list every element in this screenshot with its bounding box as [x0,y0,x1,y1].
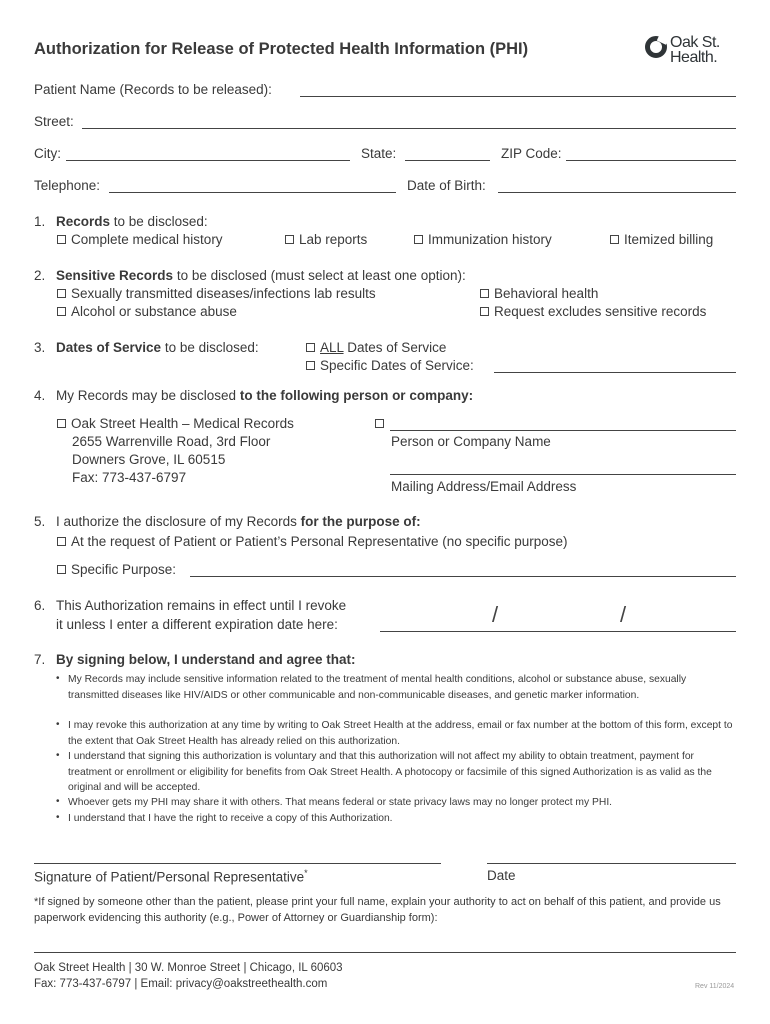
checkbox-lab-reports[interactable]: Lab reports [285,232,367,247]
zip-label: ZIP Code: [501,146,562,161]
checkbox-behavioral-health[interactable]: Behavioral health [480,286,598,301]
date-slash-2: / [620,602,627,627]
checkbox-other-recipient[interactable] [375,416,389,431]
bullet-icon: • [56,719,60,730]
address-line-2: Downers Grove, IL 60515 [72,452,226,467]
bullet-icon: • [56,796,60,807]
checkbox-icon[interactable] [610,235,619,244]
checkbox-complete-medical-history[interactable]: Complete medical history [57,232,223,247]
logo-line-1: Oak St. [670,34,720,51]
checkbox-icon[interactable] [57,537,66,546]
logo-ring-icon [645,36,667,58]
footer-address: Oak Street Health | 30 W. Monroe Street | Chicago, IL 60603 [34,962,343,974]
section-6-number: 6. [34,598,46,613]
checkbox-all-dates[interactable]: ALL Dates of Service [306,340,446,355]
bullet-icon: • [56,812,60,823]
mailing-address-field[interactable] [390,474,736,475]
section-4-number: 4. [34,388,46,403]
checkbox-icon[interactable] [480,289,489,298]
checkbox-patient-request[interactable]: At the request of Patient or Patient’s Personal Representative (no specific purpose) [57,534,568,549]
page-title: Authorization for Release of Protected Health Information (PHI) [34,40,529,58]
person-company-label: Person or Company Name [391,434,551,449]
checkbox-specific-dates[interactable]: Specific Dates of Service: [306,358,474,373]
section-7-heading: By signing below, I understand and agree that: [56,652,356,667]
checkbox-icon[interactable] [375,419,384,428]
checkbox-icon[interactable] [306,361,315,370]
section-6-line-2: it unless I enter a different expiration date here: [56,617,338,632]
agreement-item: I understand that I have the right to receive a copy of this Authorization. [68,813,393,824]
checkbox-icon[interactable] [285,235,294,244]
address-line-1: 2655 Warrenville Road, 3rd Floor [72,434,271,449]
logo-line-2: Health. [670,49,718,66]
section-4-heading: My Records may be disclosed to the following person or company: [56,388,474,403]
dob-label: Date of Birth: [407,178,486,193]
checkbox-icon[interactable] [57,289,66,298]
address-fax: Fax: 773-437-6797 [72,470,187,485]
section-6-line-1: This Authorization remains in effect until I revoke [56,598,347,613]
checkbox-excludes-sensitive[interactable]: Request excludes sensitive records [480,304,706,319]
section-1-number: 1. [34,214,46,229]
section-2-heading: Sensitive Records to be disclosed (must select at least one option): [56,268,466,283]
street-label: Street: [34,114,74,129]
footer-contact: Fax: 773-437-6797 | Email: privacy@oakstreethealth.com [34,978,328,990]
bullet-icon: • [56,750,60,761]
section-2-number: 2. [34,268,46,283]
patient-name-label: Patient Name (Records to be released): [34,82,272,97]
checkbox-itemized-billing[interactable]: Itemized billing [610,232,713,247]
oak-street-health-logo [645,34,741,68]
street-field[interactable] [82,128,736,129]
dob-field[interactable] [498,192,736,193]
checkbox-alcohol-substance-abuse[interactable]: Alcohol or substance abuse [57,304,237,319]
checkbox-std-lab-results[interactable]: Sexually transmitted diseases/infections lab results [57,286,376,301]
telephone-field[interactable] [109,192,396,193]
city-label: City: [34,146,61,161]
telephone-label: Telephone: [34,178,101,193]
section-7-number: 7. [34,652,46,667]
zip-field[interactable] [566,160,736,161]
specific-purpose-field[interactable] [190,576,736,577]
mailing-address-label: Mailing Address/Email Address [391,479,577,494]
section-1-heading: Records to be disclosed: [56,214,208,229]
section-5-number: 5. [34,514,46,529]
checkbox-icon[interactable] [306,343,315,352]
agreement-item: I understand that signing this authorization is voluntary and that this authorization will not affect my ability to obtain treatment, payment for treatment or enrollment or eligibility for benefits from Oak Street Health. A photocopy or facsimile of this signed Authorization is as valid as the original and will be accepted. [68,751,712,793]
bullet-icon: • [56,673,60,684]
expiration-date-field[interactable] [380,631,736,632]
signature-date-field[interactable] [487,863,736,864]
city-field[interactable] [66,160,350,161]
representative-note: *If signed by someone other than the patient, please print your full name, explain your authority to act on behalf of this patient, and provide us paperwork evidencing this authority (e.g., Power of Attorney or Guardianship form): [34,896,721,924]
checkbox-icon[interactable] [57,307,66,316]
signature-field[interactable] [34,863,441,864]
representative-info-field[interactable] [34,952,736,953]
signature-label: Signature of Patient/Personal Representative* [34,868,308,885]
checkbox-icon[interactable] [414,235,423,244]
checkbox-specific-purpose[interactable]: Specific Purpose: [57,562,176,577]
state-label: State: [361,146,397,161]
patient-name-field[interactable] [300,96,736,97]
checkbox-oak-street-records[interactable]: Oak Street Health – Medical Records [57,416,294,431]
checkbox-icon[interactable] [57,565,66,574]
revision-date: Rev 11/2024 [695,983,735,990]
date-label: Date [487,868,516,883]
state-field[interactable] [405,160,490,161]
date-slash-1: / [492,602,499,627]
section-3-number: 3. [34,340,46,355]
checkbox-immunization-history[interactable]: Immunization history [414,232,552,247]
checkbox-icon[interactable] [57,419,66,428]
agreement-item: I may revoke this authorization at any time by writing to Oak Street Health at the address, email or fax number at the bottom of this form, except to the extent that Oak Street Health has already relied on this authorization. [68,720,733,747]
checkbox-icon[interactable] [480,307,489,316]
specific-dates-field[interactable] [494,372,736,373]
agreement-item: Whoever gets my PHI may share it with others. That means federal or state privacy laws may no longer protect my PHI. [68,797,613,808]
section-3-heading: Dates of Service to be disclosed: [56,340,259,355]
person-company-field[interactable] [390,430,736,431]
section-5-heading: I authorize the disclosure of my Records for the purpose of: [56,514,421,529]
agreement-item: My Records may include sensitive information related to the treatment of mental health conditions, alcohol or substance abuse, sexually transmitted diseases like HIV/AIDS or other communicable and non-communicable diseases, and genetic marker information. [68,674,687,701]
checkbox-icon[interactable] [57,235,66,244]
